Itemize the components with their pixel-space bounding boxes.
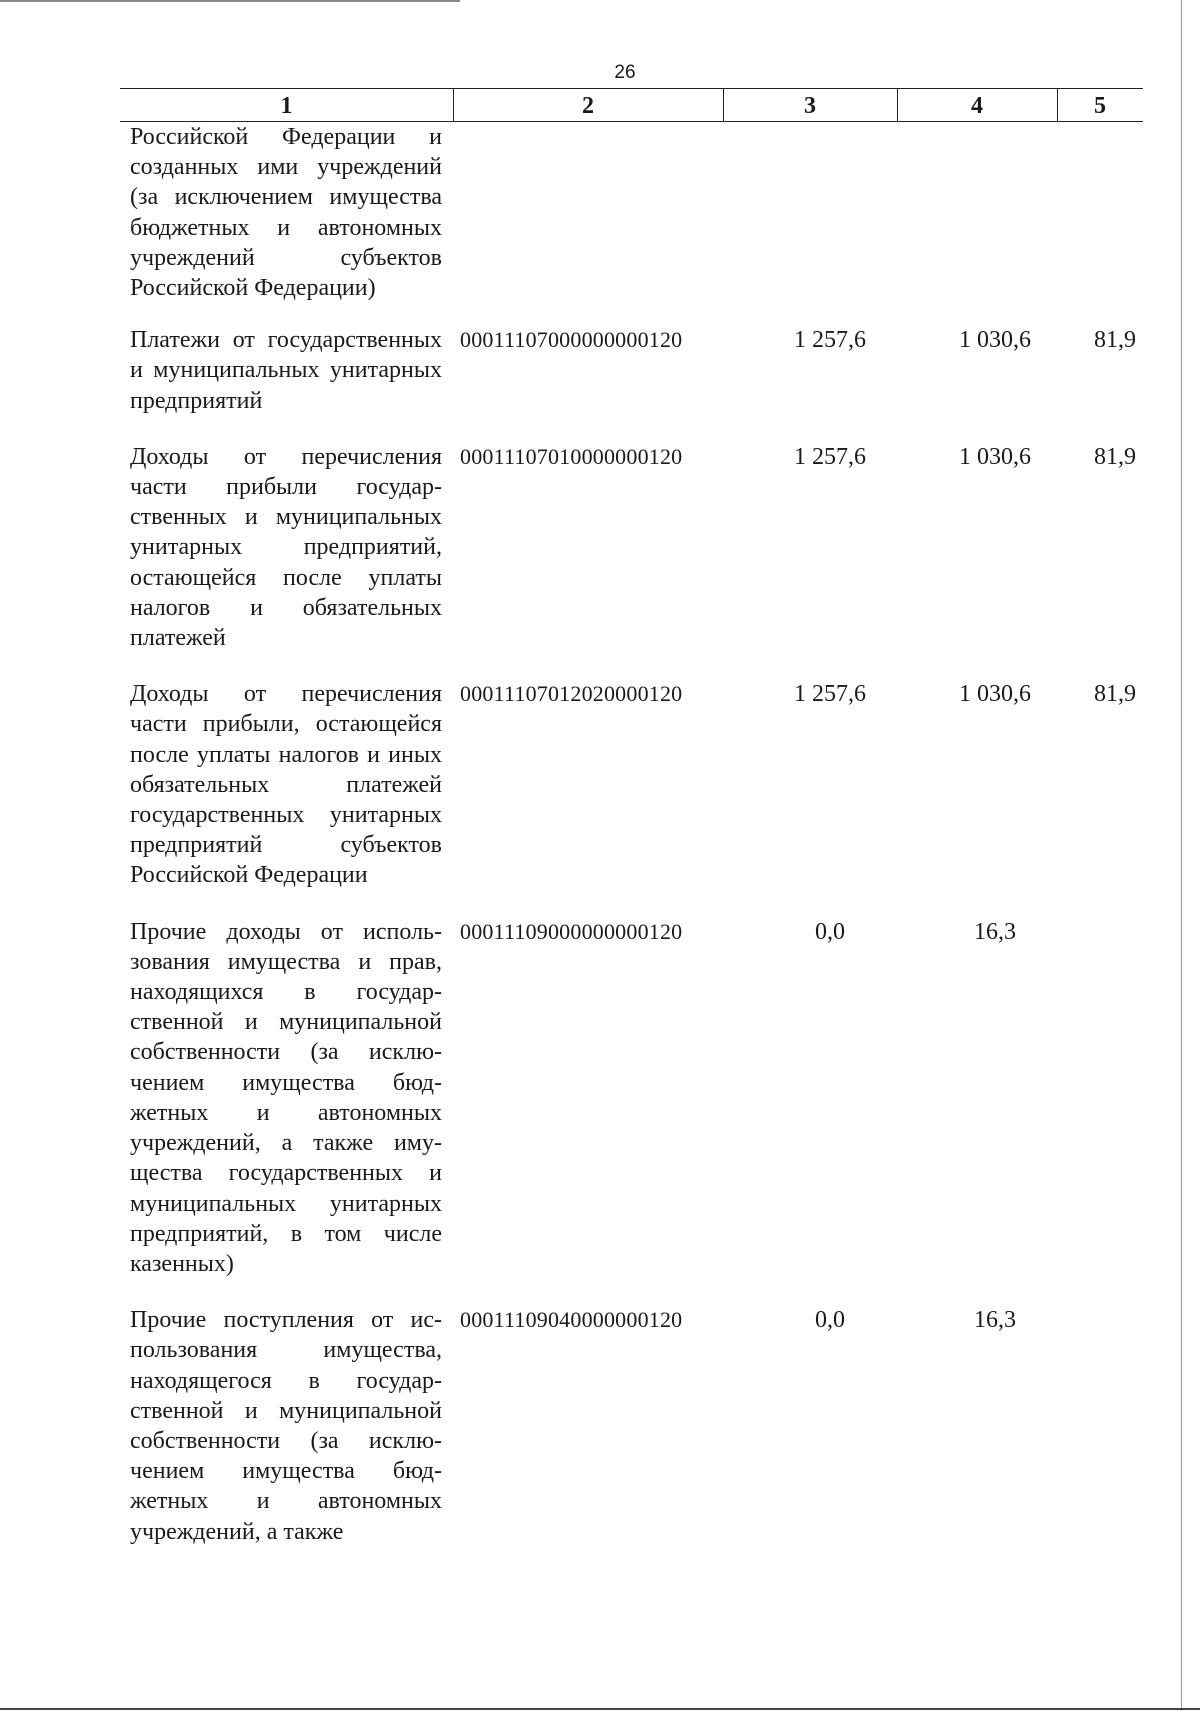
row-description: Прочие поступления от использования имущества, находящегося в государственной и муниципальной собственности (за исключением имущества бюджетных и автономных учреждений, а также xyxy=(130,1307,442,1545)
row-col-3: 1 257,6 xyxy=(794,327,866,354)
table-row xyxy=(130,917,1143,1279)
scan-edge-right xyxy=(1181,0,1182,1711)
header-col-4: 4 xyxy=(971,93,983,119)
header-col-5: 5 xyxy=(1094,93,1106,119)
row-description: Доходы от перечисления части прибыли государственных и муниципальных унитарных предприятий, остающейся после уплаты налогов и обязательных платежей xyxy=(130,443,442,652)
row-col-4: 1 030,6 xyxy=(959,327,1031,354)
table-body xyxy=(130,122,1143,1573)
row-col-5: 81,9 xyxy=(1094,327,1136,354)
row-col-3: 1 257,6 xyxy=(794,681,866,708)
header-col-3: 3 xyxy=(804,93,816,119)
page-number: 26 xyxy=(614,62,636,83)
row-code: 00011109000000000120 xyxy=(460,918,683,944)
row-code: 00011109040000000120 xyxy=(460,1307,683,1333)
scan-edge-bottom xyxy=(0,1708,1200,1710)
row-col-4: 16,3 xyxy=(974,918,1016,945)
scan-edge-top xyxy=(0,0,460,2)
row-col-5: 81,9 xyxy=(1094,681,1136,708)
row-col-3: 0,0 xyxy=(815,1307,845,1334)
table-row xyxy=(130,679,1143,890)
table-header xyxy=(120,88,1143,122)
table-row xyxy=(130,325,1143,416)
row-col-4: 1 030,6 xyxy=(959,443,1031,470)
table-row xyxy=(130,442,1143,653)
header-col-1: 1 xyxy=(280,93,293,119)
row-code: 00011107000000000120 xyxy=(460,327,683,353)
row-code: 00011107010000000120 xyxy=(460,443,683,469)
row-col-3: 1 257,6 xyxy=(794,443,866,470)
header-col-2: 2 xyxy=(582,93,594,119)
row-col-4: 1 030,6 xyxy=(959,681,1031,708)
row-col-4: 16,3 xyxy=(974,1307,1016,1334)
row-description: Платежи от государственных и муниципальных унитарных предприятий xyxy=(130,327,442,414)
row-description: Прочие доходы от использования имущества и прав, находящихся в государственной и муниципальной собственности (за исключением имущества бюджетных и автономных учреждений, а также имущества государственных и муниципальных унитарных предприятий, в том числе казенных) xyxy=(130,918,442,1277)
row-description: Российской Федерации и созданных ими учреждений (за исключением имущества бюджетных и автономных учреждений субъектов Российской Федерации) xyxy=(130,124,442,302)
row-col-3: 0,0 xyxy=(815,918,845,945)
row-col-5: 81,9 xyxy=(1094,443,1136,470)
table-row xyxy=(130,1305,1143,1547)
table-row xyxy=(130,122,1143,303)
row-code: 00011107012020000120 xyxy=(460,681,683,707)
row-description: Доходы от перечисления части прибыли, остающейся после уплаты налогов и иных обязательных платежей государственных унитарных предприятий субъектов Российской Федерации xyxy=(130,681,442,889)
